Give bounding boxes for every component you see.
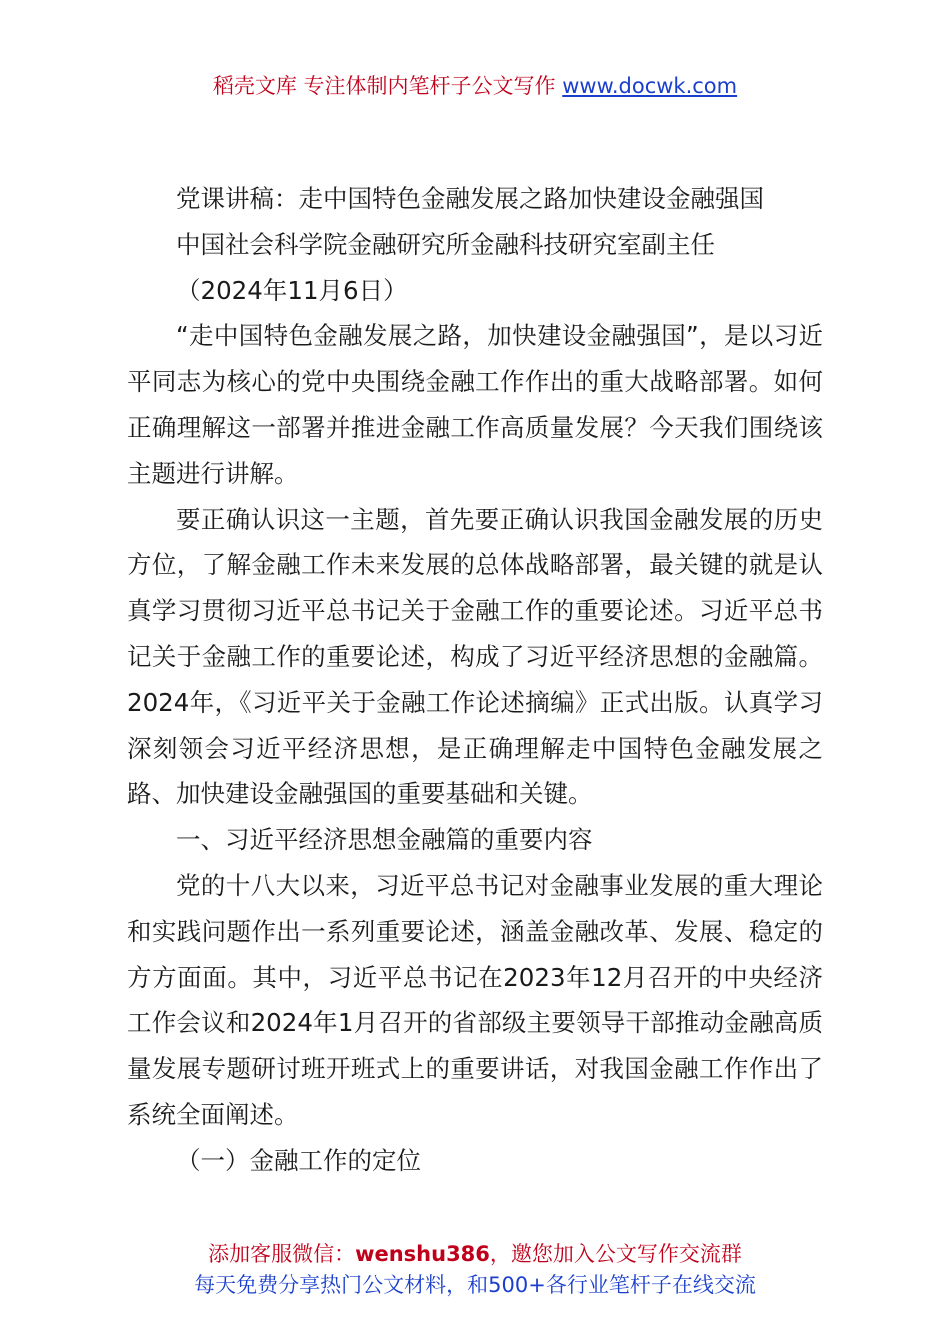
document-date: （2024年11月6日）: [176, 275, 408, 305]
paragraph: 党的十八大以来，习近平总书记对金融事业发展的重大理论和实践问题作出一系列重要论述，涵盖金融改革、发展、稳定的方方面面。其中，习近平总书记在2023年12月召开的中央经济工作会议和2024年1月召开的省部级主要领导干部推动金融高质量发展专题研讨班开班式上的重要讲话，对我国金融工作作出了系统全面阐述。: [127, 870, 823, 1129]
document-title: 党课讲稿：走中国特色金融发展之路加快建设金融强国: [176, 184, 764, 213]
site-url-link[interactable]: www.docwk.com: [562, 74, 738, 98]
site-name: 稻壳文库 专注体制内笔杆子公文写作: [212, 74, 556, 98]
wechat-id: wenshu386: [355, 1242, 490, 1266]
paragraph: “走中国特色金融发展之路，加快建设金融强国”，是以习近平同志为核心的党中央围绕金融工作作出的重大战略部署。如何正确理解这一部署并推进金融工作高质量发展？今天我们围绕该主题进行讲解。: [127, 321, 823, 488]
section-heading: 一、习近平经济思想金融篇的重要内容: [176, 825, 593, 855]
paragraph: 要正确认识这一主题，首先要正确认识我国金融发展的历史方位，了解金融工作未来发展的总体战略部署，最关键的就是认真学习贯彻习近平总书记关于金融工作的重要论述。习近平总书记关于金融工作的重要论述，构成了习近平经济思想的金融篇。2024年，《习近平关于金融工作论述摘编》正式出版。认真学习深刻领会习近平经济思想，是正确理解走中国特色金融发展之路、加快建设金融强国的重要基础和关键。: [127, 504, 823, 809]
footer-wechat-prefix: 添加客服微信：: [208, 1242, 356, 1266]
subsection-heading: （一）金融工作的定位: [176, 1145, 421, 1175]
document-body: [127, 176, 823, 1184]
footer-wechat-suffix: ，邀您加入公文写作交流群: [489, 1242, 742, 1266]
footer-wechat-line: [0, 1239, 950, 1270]
footer-share-line: 每天免费分享热门公文材料，和500+各行业笔杆子在线交流: [194, 1273, 756, 1297]
site-header: [0, 70, 950, 100]
document-author: 中国社会科学院金融研究所金融科技研究室副主任: [176, 229, 715, 259]
promo-footer: [0, 1239, 950, 1301]
